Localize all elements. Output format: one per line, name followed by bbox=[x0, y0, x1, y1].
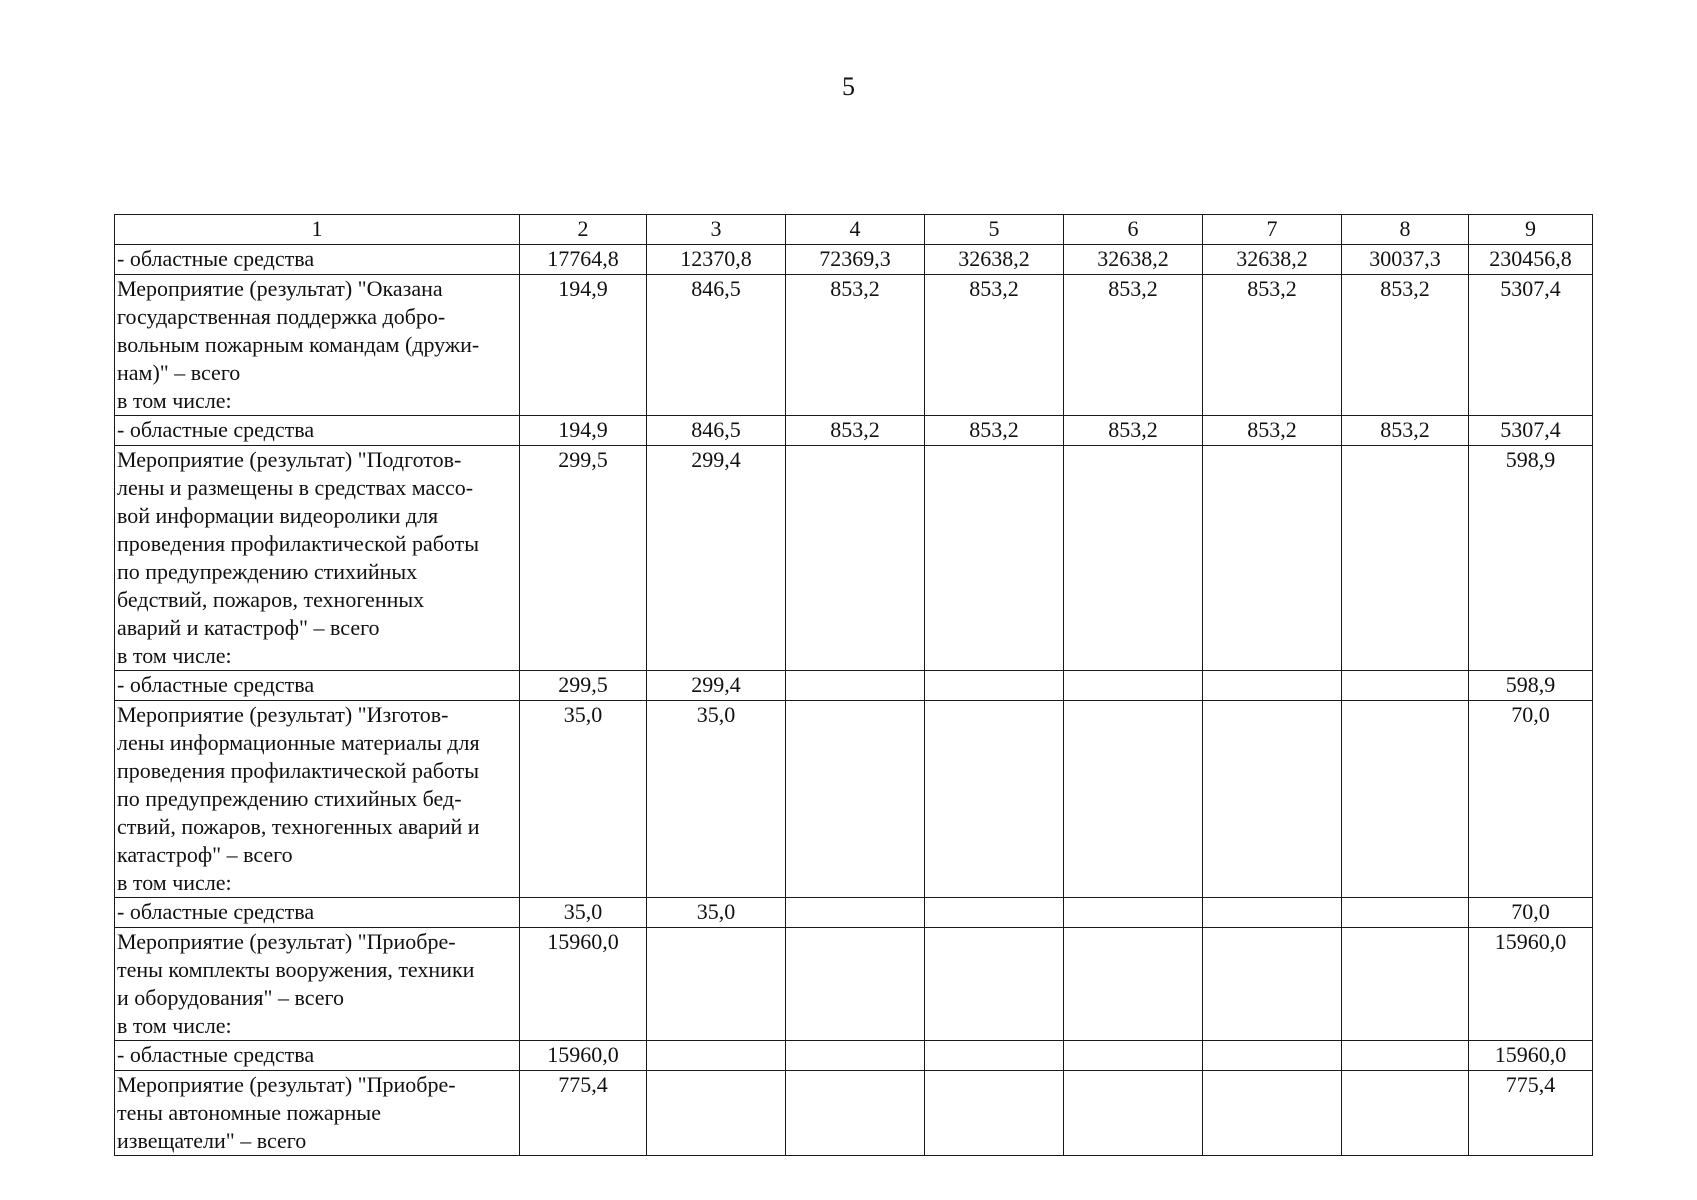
value-cell bbox=[1342, 898, 1469, 928]
value-cell bbox=[1203, 701, 1342, 898]
table-row-activity bbox=[115, 928, 1593, 1041]
value-cell bbox=[1064, 928, 1203, 1041]
header-cell: 5 bbox=[925, 215, 1064, 245]
row-label-cell: Мероприятие (результат) "Приобре- тены комплекты вооружения, техники и оборудования" – всего в том числе: bbox=[115, 928, 520, 1041]
value-cell bbox=[1342, 701, 1469, 898]
value-cell: 194,9 bbox=[520, 275, 647, 416]
header-cell: 1 bbox=[115, 215, 520, 245]
value-cell: 299,5 bbox=[520, 446, 647, 671]
value-cell: 853,2 bbox=[1342, 416, 1469, 446]
header-cell: 4 bbox=[786, 215, 925, 245]
value-cell: 35,0 bbox=[647, 701, 786, 898]
value-cell bbox=[1203, 671, 1342, 701]
row-label-cell: - областные средства bbox=[115, 1041, 520, 1071]
value-cell: 853,2 bbox=[1203, 416, 1342, 446]
value-cell bbox=[1064, 1071, 1203, 1156]
value-cell: 32638,2 bbox=[1203, 245, 1342, 275]
value-cell bbox=[1342, 1041, 1469, 1071]
value-cell: 230456,8 bbox=[1469, 245, 1593, 275]
value-cell bbox=[925, 928, 1064, 1041]
header-cell: 8 bbox=[1342, 215, 1469, 245]
value-cell bbox=[925, 1071, 1064, 1156]
value-cell: 846,5 bbox=[647, 416, 786, 446]
value-cell: 15960,0 bbox=[520, 928, 647, 1041]
table-row-activity bbox=[115, 446, 1593, 671]
value-cell bbox=[786, 701, 925, 898]
value-cell bbox=[1342, 928, 1469, 1041]
value-cell: 299,5 bbox=[520, 671, 647, 701]
value-cell bbox=[1342, 671, 1469, 701]
value-cell: 299,4 bbox=[647, 446, 786, 671]
value-cell: 35,0 bbox=[647, 898, 786, 928]
header-cell: 2 bbox=[520, 215, 647, 245]
value-cell: 35,0 bbox=[520, 701, 647, 898]
value-cell: 17764,8 bbox=[520, 245, 647, 275]
value-cell: 853,2 bbox=[925, 275, 1064, 416]
value-cell bbox=[786, 1041, 925, 1071]
table-row-activity bbox=[115, 275, 1593, 416]
row-label-cell: Мероприятие (результат) "Приобре- тены автономные пожарные извещатели" – всего bbox=[115, 1071, 520, 1156]
value-cell bbox=[786, 1071, 925, 1156]
table-row-regional-funds bbox=[115, 1041, 1593, 1071]
header-cell: 3 bbox=[647, 215, 786, 245]
value-cell: 15960,0 bbox=[520, 1041, 647, 1071]
value-cell: 853,2 bbox=[786, 416, 925, 446]
table-row-regional-funds bbox=[115, 671, 1593, 701]
value-cell bbox=[1203, 928, 1342, 1041]
value-cell: 775,4 bbox=[520, 1071, 647, 1156]
value-cell bbox=[1064, 898, 1203, 928]
value-cell: 5307,4 bbox=[1469, 275, 1593, 416]
value-cell: 12370,8 bbox=[647, 245, 786, 275]
row-label-cell: - областные средства bbox=[115, 671, 520, 701]
value-cell bbox=[1064, 1041, 1203, 1071]
value-cell bbox=[1342, 1071, 1469, 1156]
value-cell: 846,5 bbox=[647, 275, 786, 416]
table-row-activity bbox=[115, 1071, 1593, 1156]
header-cell: 9 bbox=[1469, 215, 1593, 245]
value-cell bbox=[786, 928, 925, 1041]
table-row-regional-funds bbox=[115, 898, 1593, 928]
value-cell bbox=[647, 1071, 786, 1156]
table-row-regional-funds bbox=[115, 416, 1593, 446]
value-cell: 35,0 bbox=[520, 898, 647, 928]
value-cell bbox=[925, 671, 1064, 701]
value-cell bbox=[786, 671, 925, 701]
value-cell: 15960,0 bbox=[1469, 928, 1593, 1041]
row-label-cell: Мероприятие (результат) "Оказана государственная поддержка добро- вольным пожарным командам (дружи- нам)" – всего в том числе: bbox=[115, 275, 520, 416]
value-cell bbox=[1203, 1071, 1342, 1156]
value-cell bbox=[1064, 701, 1203, 898]
value-cell: 72369,3 bbox=[786, 245, 925, 275]
value-cell bbox=[925, 701, 1064, 898]
value-cell: 853,2 bbox=[1064, 275, 1203, 416]
value-cell: 30037,3 bbox=[1342, 245, 1469, 275]
value-cell: 853,2 bbox=[925, 416, 1064, 446]
value-cell: 853,2 bbox=[1064, 416, 1203, 446]
value-cell bbox=[647, 1041, 786, 1071]
value-cell: 775,4 bbox=[1469, 1071, 1593, 1156]
row-label-cell: - областные средства bbox=[115, 898, 520, 928]
value-cell bbox=[786, 898, 925, 928]
value-cell: 598,9 bbox=[1469, 671, 1593, 701]
value-cell bbox=[647, 928, 786, 1041]
value-cell: 299,4 bbox=[647, 671, 786, 701]
value-cell bbox=[925, 898, 1064, 928]
value-cell: 853,2 bbox=[1203, 275, 1342, 416]
value-cell bbox=[1064, 671, 1203, 701]
budget-table bbox=[114, 214, 1593, 1156]
header-cell: 6 bbox=[1064, 215, 1203, 245]
value-cell bbox=[1203, 1041, 1342, 1071]
value-cell bbox=[1203, 898, 1342, 928]
value-cell bbox=[786, 446, 925, 671]
row-label-cell: Мероприятие (результат) "Подготов- лены и размещены в средствах массо- вой информации видеоролики для проведения профилактической работы по предупреждению стихийных бедствий, пожаров, техногенных аварий и катастроф" – всего в том числе: bbox=[115, 446, 520, 671]
value-cell: 32638,2 bbox=[925, 245, 1064, 275]
value-cell: 5307,4 bbox=[1469, 416, 1593, 446]
value-cell bbox=[1342, 446, 1469, 671]
value-cell bbox=[1203, 446, 1342, 671]
table-row-activity bbox=[115, 701, 1593, 898]
row-label-cell: Мероприятие (результат) "Изготов- лены информационные материалы для проведения профилактической работы по предупреждению стихийных бед- ствий, пожаров, техногенных аварий и катастроф" – всего в том числе: bbox=[115, 701, 520, 898]
page-number: 5 bbox=[842, 72, 855, 101]
value-cell: 853,2 bbox=[1342, 275, 1469, 416]
value-cell: 598,9 bbox=[1469, 446, 1593, 671]
value-cell bbox=[925, 446, 1064, 671]
value-cell: 70,0 bbox=[1469, 701, 1593, 898]
value-cell: 70,0 bbox=[1469, 898, 1593, 928]
value-cell: 194,9 bbox=[520, 416, 647, 446]
value-cell bbox=[925, 1041, 1064, 1071]
row-label-cell: - областные средства bbox=[115, 245, 520, 275]
value-cell: 853,2 bbox=[786, 275, 925, 416]
table-header-row bbox=[115, 215, 1593, 245]
value-cell: 32638,2 bbox=[1064, 245, 1203, 275]
value-cell bbox=[1064, 446, 1203, 671]
table-row-regional-funds bbox=[115, 245, 1593, 275]
row-label-cell: - областные средства bbox=[115, 416, 520, 446]
value-cell: 15960,0 bbox=[1469, 1041, 1593, 1071]
header-cell: 7 bbox=[1203, 215, 1342, 245]
